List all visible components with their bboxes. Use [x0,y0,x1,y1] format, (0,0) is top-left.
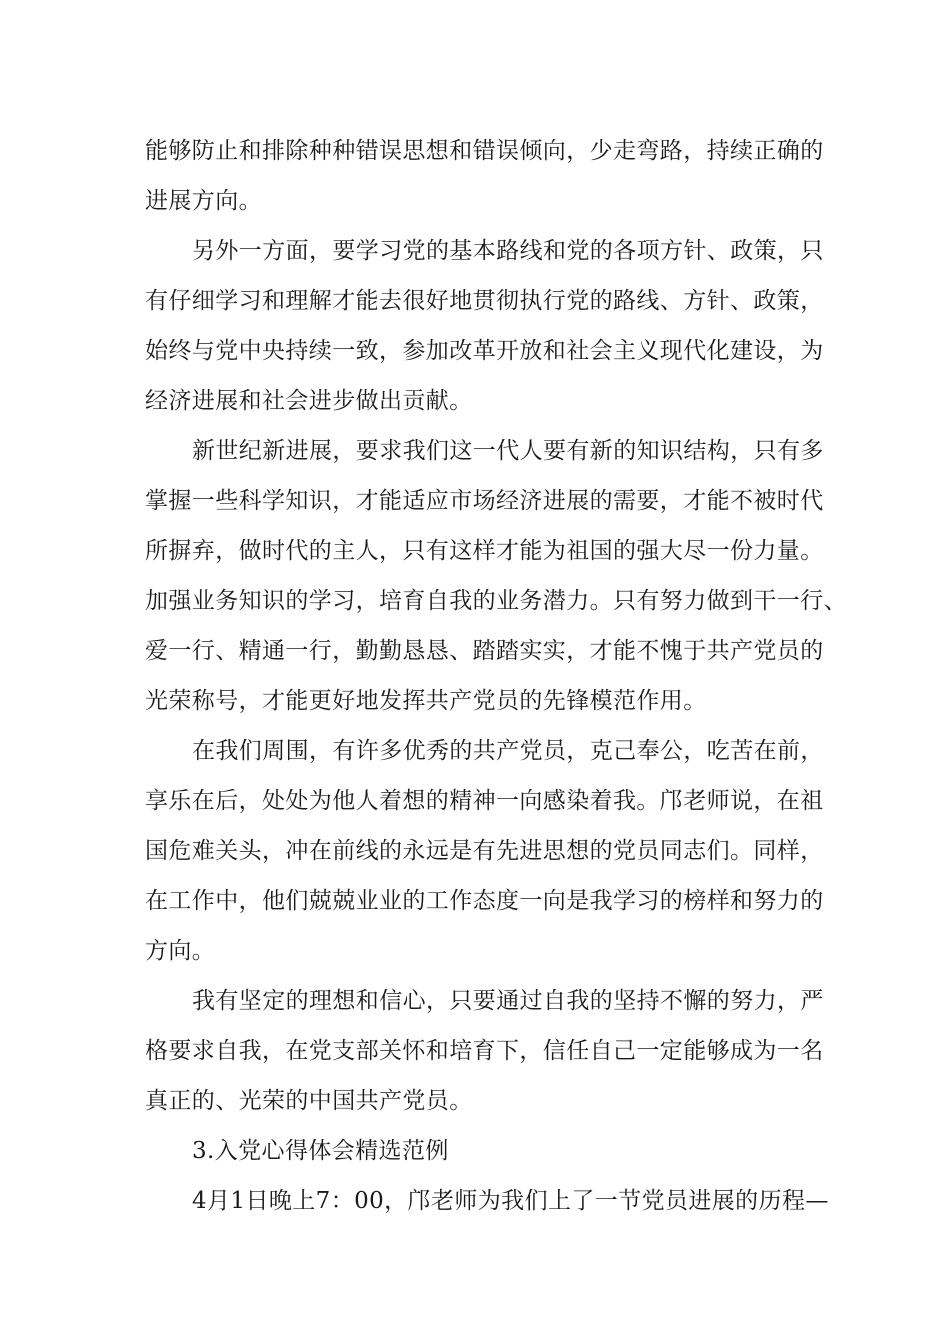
paragraph-first-line: 4月1日晚上7：00，邝老师为我们上了一节党员进展的历程— [192,1188,829,1214]
paragraph-first-line: 我有坚定的理想和信心，只要通过自我的坚持不懈的努力，严 [192,988,824,1014]
paragraph-first-line: 新世纪新进展，要求我们这一代人要有新的知识结构，只有多 [192,438,824,464]
paragraph-first-line: 另外一方面，要学习党的基本路线和党的各项方针、政策，只 [192,238,824,264]
text-line: 能够防止和排除种种错误思想和错误倾向，少走弯路，持续正确的 [145,138,824,164]
section-heading: 3.入党心得体会精选范例 [192,1138,449,1164]
text-line: 爱一行、精通一行，勤勤恳恳、踏踏实实，才能不愧于共产党员的 [145,638,824,664]
text-line: 加强业务知识的学习，培育自我的业务潜力。只有努力做到干一行、 [145,588,847,614]
text-line: 光荣称号，才能更好地发挥共产党员的先锋模范作用。 [145,688,707,714]
text-line: 真正的、光荣的中国共产党员。 [145,1088,473,1114]
text-line: 进展方向。 [145,188,262,214]
text-line: 掌握一些科学知识，才能适应市场经济进展的需要，才能不被时代 [145,488,824,514]
text-line: 经济进展和社会进步做出贡献。 [145,388,473,414]
text-line: 始终与党中央持续一致，参加改革开放和社会主义现代化建设，为 [145,338,824,364]
text-line: 所摒弃，做时代的主人，只有这样才能为祖国的强大尽一份力量。 [145,538,824,564]
text-line: 方向。 [145,938,216,964]
text-line: 在工作中，他们兢兢业业的工作态度一向是我学习的榜样和努力的 [145,888,824,914]
text-line: 国危难关头，冲在前线的永远是有先进思想的党员同志们。同样， [145,838,824,864]
text-line: 格要求自我，在党支部关怀和培育下，信任自己一定能够成为一名 [145,1038,824,1064]
text-line: 有仔细学习和理解才能去很好地贯彻执行党的路线、方针、政策， [145,288,824,314]
text-line: 享乐在后，处处为他人着想的精神一向感染着我。邝老师说，在祖 [145,788,824,814]
paragraph-first-line: 在我们周围，有许多优秀的共产党员，克己奉公，吃苦在前， [192,738,824,764]
